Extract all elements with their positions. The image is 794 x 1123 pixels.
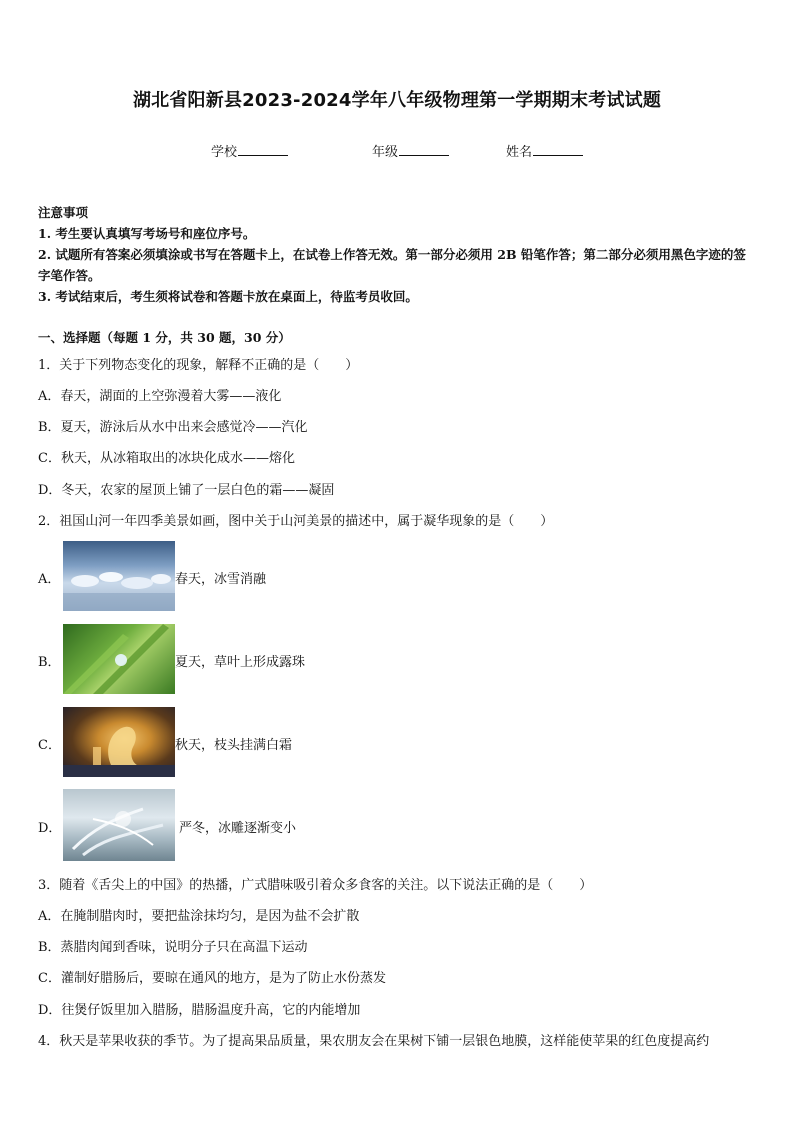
option-letter: D． [38,821,62,836]
question-3-option-a[interactable]: A．在腌制腊肉时，要把盐涂抹均匀，是因为盐不会扩散 [38,909,360,924]
question-1-option-a[interactable]: A．春天，湖面的上空弥漫着大雾——液化 [38,389,282,404]
question-4-stem: 4．秋天是苹果收获的季节。为了提高果品质量，果农朋友会在果树下铺一层银色地膜，这样能使苹果的红色度提高约 [38,1034,710,1049]
option-caption: 严冬，冰雕逐渐变小 [179,821,297,836]
question-2-stem: 2．祖国山河一年四季美景如画，图中关于山河美景的描述中，属于凝华现象的是（ ） [38,514,554,529]
option-letter: B． [38,655,61,670]
question-1-stem: 1．关于下列物态变化的现象，解释不正确的是（ ） [38,358,359,373]
name-label: 姓名 [506,145,533,160]
question-1-option-d[interactable]: D．冬天，农家的屋顶上铺了一层白色的霜——凝固 [38,483,335,498]
school-blank[interactable] [238,143,288,156]
question-3-option-d[interactable]: D．往煲仔饭里加入腊肠，腊肠温度升高，它的内能增加 [38,1003,361,1018]
note-item-3: 3. 考试结束后，考生须将试卷和答题卡放在桌面上，待监考员收回。 [38,289,418,304]
question-3-stem: 3．随着《舌尖上的中国》的热播，广式腊味吸引着众多食客的关注。以下说法正确的是（ ） [38,878,593,893]
school-field[interactable] [211,141,288,160]
grade-blank[interactable] [399,143,449,156]
dew-on-grass-photo-icon [63,624,175,694]
notes-heading: 注意事项 [38,205,89,220]
thawing-ice-photo-icon [63,541,175,611]
question-1-option-b[interactable]: B．夏天，游泳后从水中出来会感觉冷——汽化 [38,420,308,435]
name-blank[interactable] [533,143,583,156]
option-letter: A． [38,572,61,587]
grade-label: 年级 [372,145,399,160]
option-caption: 春天，冰雪消融 [175,572,267,587]
exam-title: 湖北省阳新县2023-2024学年八年级物理第一学期期末考试试题 [132,90,662,111]
note-item-1: 1. 考生要认真填写考场号和座位序号。 [38,226,256,241]
question-3-option-b[interactable]: B．蒸腊肉闻到香味，说明分子只在高温下运动 [38,940,308,955]
option-caption: 夏天，草叶上形成露珠 [175,655,306,670]
question-1-option-c[interactable]: C．秋天，从冰箱取出的冰块化成水——熔化 [38,451,295,466]
school-label: 学校 [211,145,238,160]
frost-on-branches-photo-icon [63,789,175,861]
name-field[interactable] [506,141,583,160]
section-heading: 一、选择题（每题 1 分，共 30 题，30 分） [38,330,291,345]
note-item-2: 2. 试题所有答案必须填涂或书写在答题卡上，在试卷上作答无效。第一部分必须用 2B 铅笔作答；第二部分必须用黑色字迹的签字笔作答。 [38,247,746,283]
grade-field[interactable] [372,141,449,160]
ice-sculpture-photo-icon [63,707,175,777]
option-letter: C． [38,738,61,753]
option-caption: 秋天，枝头挂满白霜 [175,738,293,753]
question-3-option-c[interactable]: C．灌制好腊肠后，要晾在通风的地方，是为了防止水份蒸发 [38,971,386,986]
